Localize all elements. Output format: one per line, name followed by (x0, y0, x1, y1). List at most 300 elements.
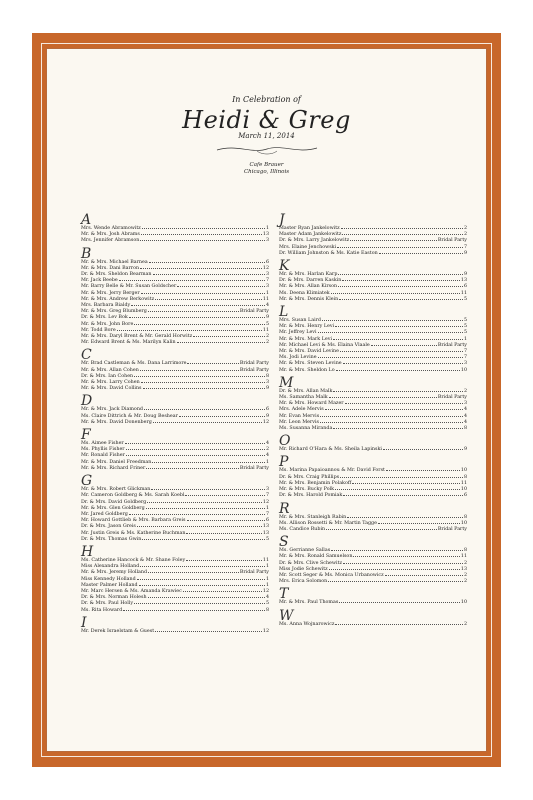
dot-leader (152, 461, 265, 463)
guest-name: Mr. & Mrs. Daniel Freedman (81, 459, 152, 465)
guest-name: Master Palmer Holland (81, 582, 138, 588)
guest-name: Ms. Allison Rossetti & Mr. Martin Tagge (279, 520, 377, 526)
guest-name: Mr. & Mrs. Dennis Klein (279, 296, 339, 302)
guest-name: Dr. & Mrs. Darren Kaskin (279, 278, 342, 284)
table-assignment: 2 (265, 447, 269, 453)
guest-name: Mr. & Mrs. Michael Barnea (81, 259, 148, 265)
guest-row (81, 466, 269, 472)
dot-leader (342, 279, 460, 281)
guest-row (279, 297, 467, 303)
guest-name: Mr. & Mrs. Sheldon Lo (279, 367, 335, 373)
dot-leader (183, 590, 262, 592)
dot-leader (352, 482, 460, 484)
table-assignment: 5 (463, 324, 467, 330)
dot-leader (187, 362, 238, 364)
guest-row (81, 608, 269, 614)
dot-leader (325, 408, 463, 410)
table-assignment: 1 (265, 564, 269, 570)
guest-name: Mr. & Mrs. Robert Glickman (81, 487, 151, 493)
dot-leader (185, 494, 264, 496)
letter-group (279, 455, 467, 499)
letter-group (279, 259, 467, 303)
table-assignment: 4 (265, 595, 269, 601)
letter-group (81, 247, 269, 347)
table-assignment: 9 (265, 413, 269, 419)
letter-group (279, 213, 467, 257)
section-letter: H (81, 543, 94, 560)
dot-leader (343, 562, 463, 564)
guest-name: Mr. & Mrs. Jerry Berger (81, 290, 140, 296)
table-assignment: Bridal Party (437, 395, 467, 401)
dot-leader (329, 568, 460, 570)
table-assignment: 13 (460, 278, 467, 284)
table-assignment: 3 (463, 361, 467, 367)
guest-name: Ms. Samantha Malk (279, 395, 328, 401)
dot-leader (149, 261, 265, 263)
dot-leader (333, 390, 463, 392)
guest-name: Mr. Jack Beebe (81, 278, 118, 284)
dot-leader (137, 525, 262, 527)
table-assignment: 1 (265, 505, 269, 511)
section-letter: D (81, 393, 93, 410)
dot-leader (378, 522, 460, 524)
guest-name: Mr. & Mrs. Richard Friner (81, 465, 146, 471)
guest-name: Mr. & Mrs. Allan Cohen (81, 367, 139, 373)
dot-leader (383, 448, 463, 450)
table-assignment: 7 (265, 511, 269, 517)
dot-leader (177, 341, 265, 343)
guest-name: Mr. & Mrs. Josh Abrams (81, 232, 140, 238)
dot-leader (341, 227, 463, 229)
dot-leader (193, 335, 265, 337)
guest-name: Mr. Brad Castleman & Ms. Dana Larrimore (81, 361, 187, 367)
dot-leader (153, 273, 265, 275)
event-date: March 11, 2014 (238, 132, 295, 140)
guest-name: Mr. Edward Brent & Ms. Marilyn Kalin (81, 340, 176, 346)
guest-name: Dr. & Mrs. Clive Schewitz (279, 560, 342, 566)
table-assignment: 1 (265, 226, 269, 231)
letter-group (279, 535, 467, 585)
guest-name: Ms. Catherine Hancock & Mr. Shane Foley (81, 557, 186, 563)
table-assignment: 13 (262, 530, 269, 536)
dot-leader (187, 519, 265, 521)
table-assignment: 9 (463, 272, 467, 278)
table-assignment: Bridal Party (239, 361, 269, 367)
table-assignment: 6 (265, 259, 269, 265)
table-assignment: 5 (463, 296, 467, 302)
guest-name: Mrs. Jennifer Abramson (81, 238, 140, 244)
section-letter: I (81, 614, 87, 631)
dot-leader (343, 362, 463, 364)
table-assignment: 8 (265, 373, 269, 379)
dot-leader (179, 415, 265, 417)
dot-leader (371, 344, 437, 346)
table-assignment: 8 (463, 514, 467, 520)
dot-leader (134, 602, 265, 604)
dot-leader (123, 609, 265, 611)
guest-name: Mr. Todd Bore (81, 327, 116, 333)
section-letter: B (81, 245, 92, 262)
guest-name: Mr. & Mrs. Daryl Brent & Mr. Gerald Horwitz (81, 334, 193, 340)
table-assignment: 9 (265, 386, 269, 392)
table-assignment: 3 (463, 401, 467, 407)
dot-leader (134, 323, 265, 325)
section-letter: L (279, 304, 289, 321)
guest-row (279, 447, 467, 453)
guest-row (279, 368, 467, 374)
celebration-text: In Celebration of (232, 95, 301, 104)
letter-group (81, 394, 269, 426)
dot-leader (125, 442, 265, 444)
table-assignment: 9 (265, 315, 269, 321)
table-assignment: 5 (463, 318, 467, 324)
table-assignment: 8 (463, 474, 467, 480)
guest-name: Mr. Justin Greis & Ms. Katherine Buchman (81, 530, 186, 536)
dot-leader (337, 246, 463, 248)
table-assignment: 5 (265, 536, 269, 542)
guest-name: Mr. Barry Belle & Mr. Susan Goldscher (81, 284, 177, 290)
guest-row (279, 426, 467, 432)
table-assignment: 12 (262, 588, 269, 594)
table-assignment: 2 (463, 232, 467, 238)
table-assignment: 1 (463, 336, 467, 342)
guest-name: Dr. & Mrs. Norman Holesh (81, 595, 147, 601)
guest-row (279, 579, 467, 585)
guest-name: Dr. & Mrs. David Goldberg (81, 499, 147, 505)
guest-row (81, 238, 269, 244)
guest-name: Ms. Marina Papaioannou & Mr. David Forst (279, 468, 385, 474)
guest-name: Mr. Leon Mervis (279, 419, 320, 425)
table-assignment: 10 (460, 520, 467, 526)
table-assignment: 2 (463, 388, 467, 394)
dot-leader (318, 331, 463, 333)
letter-group (81, 616, 269, 635)
dot-leader (129, 316, 265, 318)
guest-name: Master Adam Jankelowitz (279, 232, 342, 238)
table-assignment: 4 (265, 303, 269, 309)
guest-name: Ms. Aimee Fisher (81, 441, 124, 447)
guest-name: Mrs. Erica Solomon (279, 579, 328, 585)
guest-name: Ms. Gerrianne Sallas (279, 548, 331, 554)
table-assignment: 6 (463, 284, 467, 290)
guest-name: Mr. & Mrs. Mark Levi (279, 336, 333, 342)
table-assignment: 10 (460, 367, 467, 373)
dot-leader (350, 239, 437, 241)
table-assignment: 12 (262, 499, 269, 505)
guest-name: Mr. Cameron Goldberg & Ms. Sarah Koebl (81, 493, 185, 499)
dot-leader (140, 369, 239, 371)
letter-group (279, 305, 467, 374)
dot-leader (329, 396, 437, 398)
guest-name: Mr. Howard Gottlieb & Mrs. Barbara Greis (81, 518, 186, 524)
table-assignment: 11 (460, 480, 467, 486)
guest-name: Ms. Jodi Levine (279, 355, 317, 361)
dot-leader (326, 528, 437, 530)
dot-leader (342, 233, 463, 235)
guest-name: Mr. & Mrs. David Collins (81, 386, 142, 392)
guest-row (81, 340, 269, 346)
guest-name: Mr. Scott Seger & Ms. Monica Urbanowicz (279, 572, 384, 578)
table-assignment: Bridal Party (437, 526, 467, 532)
dot-leader (129, 513, 265, 515)
dot-leader (340, 476, 463, 478)
table-assignment: 10 (460, 468, 467, 474)
table-assignment: 2 (265, 340, 269, 346)
guest-name: Miss Jodie Schewitz (279, 566, 328, 572)
table-assignment: 3 (265, 238, 269, 244)
guest-name: Master Ryan Jankelowitz (279, 226, 340, 231)
table-assignment: 3 (265, 380, 269, 386)
table-assignment: 7 (463, 244, 467, 250)
table-assignment: 12 (262, 419, 269, 425)
dot-leader (148, 596, 265, 598)
guest-name: Miss Kennedy Holland (81, 576, 136, 582)
table-assignment: 2 (265, 334, 269, 340)
guest-name: Ms. Claire Dittrich & Mr. Doug Beshear (81, 413, 178, 419)
section-letter: P (279, 454, 289, 471)
guest-name: Mr. & Mrs. Dani Barron (81, 265, 140, 271)
guest-name: Mr. & Mrs. Henry Levi (279, 324, 335, 330)
dot-leader (379, 252, 463, 254)
dot-leader (333, 427, 463, 429)
table-assignment: 3 (265, 487, 269, 493)
table-assignment: 11 (262, 327, 269, 333)
guest-name: Dr. & Mrs. Craig Phillips (279, 474, 340, 480)
guest-name: Mr. & Mrs. Andrew Berkowitz (81, 296, 155, 302)
dot-leader (142, 227, 265, 229)
guest-name: Ms. Phyllis Fisher (81, 447, 125, 453)
letter-group (279, 376, 467, 432)
table-assignment: 9 (463, 250, 467, 256)
table-assignment: 6 (463, 493, 467, 499)
table-assignment: 8 (463, 426, 467, 432)
table-assignment: 11 (460, 554, 467, 560)
letter-group (81, 428, 269, 472)
guest-row (279, 600, 467, 606)
guest-name: Dr. William Johnston & Ms. Katie Easton (279, 250, 378, 256)
guest-name: Mrs. Barbara Bialdy (81, 303, 131, 309)
guest-name: Mr. & Mrs. Greg Blumberg (81, 309, 147, 315)
dot-leader (328, 580, 463, 582)
dot-leader (147, 501, 262, 503)
letter-group (81, 474, 269, 543)
guest-name: Mr. Jeffrey Levi (279, 330, 317, 336)
guest-row (279, 251, 467, 257)
guest-name: Dr. & Mrs. Paul Holly (81, 601, 134, 607)
guest-name: Mr. & Mrs. Jack Diamond (81, 407, 143, 413)
dot-leader (151, 488, 265, 490)
dot-leader (141, 233, 262, 235)
venue-name: Cafe Brauer (249, 162, 284, 168)
venue-city: Chicago, Illinois (243, 169, 290, 175)
section-letter: O (279, 433, 291, 450)
table-assignment: 4 (463, 419, 467, 425)
table-assignment: 3 (265, 272, 269, 278)
table-assignment: 2 (463, 572, 467, 578)
table-assignment: 10 (460, 487, 467, 493)
guest-row (81, 420, 269, 426)
dot-leader (338, 285, 463, 287)
guest-row (81, 386, 269, 392)
section-letter: T (279, 586, 289, 603)
table-assignment: 7 (265, 493, 269, 499)
table-assignment: 11 (460, 290, 467, 296)
letter-group (279, 502, 467, 534)
dot-leader (146, 507, 265, 509)
dot-leader (140, 565, 265, 567)
dot-leader (153, 421, 262, 423)
guest-name: Ms. Deena Klimiatek (279, 290, 330, 296)
table-assignment: 3 (265, 284, 269, 290)
table-assignment: 1 (265, 459, 269, 465)
table-assignment: 1 (265, 290, 269, 296)
dot-leader (339, 298, 463, 300)
dot-leader (320, 421, 463, 423)
table-assignment: 5 (265, 601, 269, 607)
venue (47, 162, 486, 176)
table-assignment: 8 (265, 607, 269, 613)
dot-leader (339, 601, 460, 603)
section-letter: J (279, 212, 285, 228)
seating-chart-panel (46, 48, 487, 752)
section-letter: W (279, 607, 294, 624)
guest-name: Dr. & Mrs. Thomas Gwin (81, 536, 142, 542)
guest-name: Dr. & Mrs. Sheldon Bearman (81, 272, 152, 278)
guest-row (81, 537, 269, 543)
guest-name: Mr. & Mrs. Glen Goldberg (81, 505, 145, 511)
dot-leader (343, 494, 463, 496)
table-assignment: 4 (463, 407, 467, 413)
dot-leader (131, 304, 265, 306)
dot-leader (117, 329, 262, 331)
dot-leader (336, 369, 460, 371)
guest-name: Mr. & Mrs. Ronald Samuelson (279, 554, 353, 560)
section-letter: G (81, 473, 93, 490)
table-assignment: Bridal Party (437, 238, 467, 244)
dot-leader (318, 356, 463, 358)
table-assignment: 5 (463, 330, 467, 336)
left-column (81, 213, 269, 637)
guest-name: Mrs. Wende Abramowitz (81, 226, 141, 231)
table-assignment: Bridal Party (239, 309, 269, 315)
table-assignment: 4 (463, 413, 467, 419)
table-assignment: Bridal Party (437, 342, 467, 348)
table-assignment: 6 (265, 518, 269, 524)
letter-group (81, 545, 269, 614)
guest-name: Mr. Evan Mervis (279, 413, 320, 419)
guest-name: Dr. & Mrs. Larry Jankelowitz (279, 238, 350, 244)
guest-name: Mrs. Adele Mervis (279, 407, 324, 413)
guest-name: Dr. & Mrs. Ian Cohen (81, 373, 134, 379)
outer-frame (32, 33, 501, 767)
dot-leader (141, 381, 265, 383)
table-assignment: 4 (265, 441, 269, 447)
dot-leader (338, 273, 463, 275)
dot-leader (155, 298, 262, 300)
dot-leader (126, 454, 265, 456)
table-assignment: Bridal Party (239, 570, 269, 576)
guest-row (81, 629, 269, 635)
guest-name: Mr. & Mrs. Paul Thomas (279, 600, 339, 606)
table-assignment: Bridal Party (239, 465, 269, 471)
dot-leader (335, 623, 463, 625)
dot-leader (340, 350, 463, 352)
guest-name: Mr. & Mrs. John Bore (81, 321, 134, 327)
table-assignment: 9 (463, 447, 467, 453)
guest-name: Dr. & Mrs. Allan Malk (279, 388, 333, 394)
table-assignment: 8 (463, 548, 467, 554)
guest-name: Mr. Derek Israelstam & Guest (81, 628, 155, 634)
guest-name: Mr. Michael Levi & Ms. Elaina Vlaale (279, 342, 370, 348)
table-assignment: 7 (265, 278, 269, 284)
dot-leader (134, 375, 265, 377)
guest-name: Miss Alexandra Holland (81, 564, 140, 570)
guest-name: Mr. & Mrs. Larry Cohen (81, 380, 140, 386)
letter-group (279, 434, 467, 453)
guest-name: Mr. & Mrs. Steven Levine (279, 361, 342, 367)
guest-name: Ms. Anna Wojnarowicz (279, 621, 335, 627)
dot-leader (335, 325, 463, 327)
dot-leader (347, 516, 463, 518)
guest-row (279, 493, 467, 499)
table-assignment: 2 (463, 560, 467, 566)
dot-leader (126, 448, 265, 450)
table-assignment: 11 (262, 557, 269, 563)
guest-row (279, 622, 467, 628)
dot-leader (177, 285, 265, 287)
table-assignment: 13 (460, 566, 467, 572)
section-letter: F (81, 427, 91, 444)
table-assignment: 4 (265, 453, 269, 459)
header (47, 95, 486, 176)
dot-leader (333, 338, 463, 340)
dot-leader (119, 279, 265, 281)
letter-group (81, 348, 269, 392)
table-assignment: 6 (265, 407, 269, 413)
guest-name: Mr. Jared Goldberg (81, 511, 128, 517)
dot-leader (186, 559, 262, 561)
dot-leader (331, 292, 460, 294)
dot-leader (139, 584, 265, 586)
letter-group (279, 609, 467, 628)
guest-name: Mr. & Mrs. Stanleigh Rabin (279, 514, 347, 520)
dot-leader (320, 415, 463, 417)
guest-name: Mr. & Mrs. Howard Mazer (279, 401, 344, 407)
dot-leader (385, 574, 463, 576)
dot-leader (345, 402, 463, 404)
dot-leader (335, 488, 460, 490)
table-assignment: 2 (463, 621, 467, 627)
dot-leader (140, 239, 265, 241)
table-assignment: 11 (262, 296, 269, 302)
dot-leader (155, 630, 262, 632)
table-assignment: 7 (463, 349, 467, 355)
section-letter: A (81, 212, 92, 228)
flourish-ornament (212, 142, 322, 156)
table-assignment: 12 (262, 265, 269, 271)
guest-name: Mr. & Mrs. Benjamin Polakoff (279, 480, 352, 486)
dot-leader (331, 549, 463, 551)
table-assignment: 13 (262, 524, 269, 530)
table-assignment: 1 (265, 576, 269, 582)
guest-row (279, 527, 467, 533)
guest-name: Dr. & Mrs. Jason Greis (81, 524, 136, 530)
section-letter: K (279, 258, 290, 275)
guest-name: Ms. Candice Rubin (279, 526, 326, 532)
letter-group (279, 587, 467, 606)
table-assignment: 1 (265, 582, 269, 588)
guest-name: Mr. & Mrs. Jeremy Holland (81, 570, 148, 576)
